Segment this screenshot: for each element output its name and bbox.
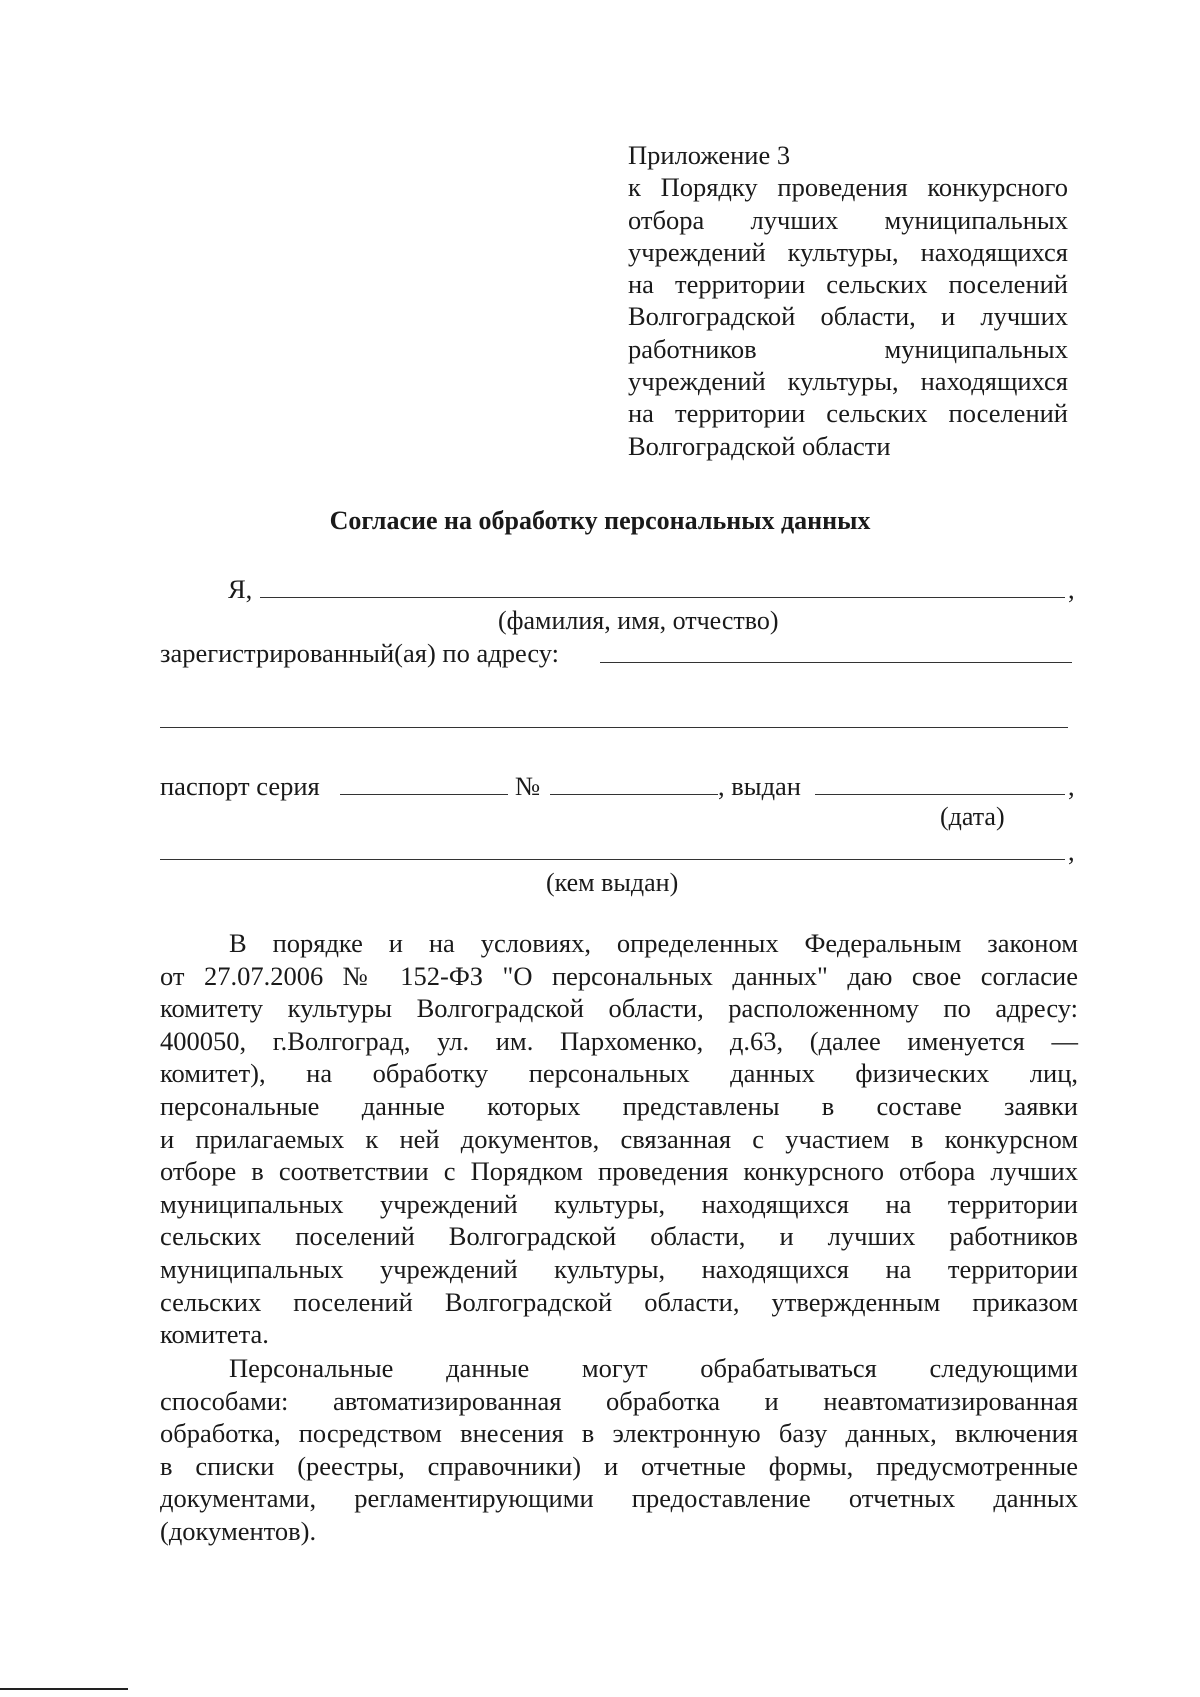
passport-number-field-line[interactable]: [550, 794, 718, 795]
passport-series-field-line[interactable]: [340, 794, 508, 795]
footnote-separator: [0, 1688, 128, 1690]
appendix-line: к Порядку проведения конкурсного: [628, 172, 1068, 203]
appendix-line: Волгоградской области, и лучших: [628, 301, 1068, 332]
paragraph-line: сельских поселений Волгоградской области, и лучших работников: [160, 1221, 1078, 1252]
appendix-line: на территории сельских поселений: [628, 269, 1068, 300]
appendix-line: отбора лучших муниципальных: [628, 204, 1068, 235]
paragraph-line: муниципальных учреждений культуры, находящихся на территории: [160, 1253, 1078, 1284]
issued-date-field-line[interactable]: [815, 794, 1065, 795]
paragraph-line: документами, регламентирующими предоставление отчетных данных: [160, 1483, 1078, 1514]
paragraph-line: от 27.07.2006 № 152-ФЗ "О персональных данных" даю свое согласие: [160, 960, 1078, 991]
passport-number-label: №: [515, 771, 541, 801]
paragraph-line: способами: автоматизированная обработка и неавтоматизированная: [160, 1385, 1078, 1416]
paragraph-line: муниципальных учреждений культуры, находящихся на территории: [160, 1188, 1078, 1219]
paragraph-line: В порядке и на условиях, определенных Федеральным законом: [229, 928, 1078, 958]
issuer-hint: (кем выдан): [546, 868, 679, 897]
paragraph-line: обработка, посредством внесения в электронную базу данных, включения: [160, 1418, 1078, 1449]
issued-label: , выдан: [718, 771, 801, 801]
name-trailing-comma: ,: [1068, 574, 1075, 604]
consent-paragraph-1: [160, 927, 1078, 1351]
paragraph-line: сельских поселений Волгоградской области, утвержденным приказом: [160, 1286, 1078, 1317]
appendix-block: [628, 139, 1068, 462]
name-label: Я,: [228, 574, 253, 604]
document-title: Согласие на обработку персональных данных: [329, 506, 871, 535]
passport-series-label: паспорт серия: [160, 771, 320, 801]
appendix-line: учреждений культуры, находящихся: [628, 366, 1068, 397]
name-hint: (фамилия, имя, отчество): [498, 606, 779, 635]
appendix-line: на территории сельских поселений: [628, 398, 1068, 429]
paragraph-line: комитета.: [160, 1319, 269, 1350]
appendix-line: работников муниципальных: [628, 333, 1068, 364]
paragraph-line: комитет), на обработку персональных данных физических лиц,: [160, 1058, 1078, 1089]
appendix-heading: Приложение 3: [628, 140, 791, 170]
address-field-line-2[interactable]: [160, 727, 1068, 728]
paragraph-line: (документов).: [160, 1515, 317, 1546]
paragraph-line: 400050, г.Волгоград, ул. им. Пархоменко, д.63, (далее именуется —: [160, 1025, 1078, 1056]
date-hint: (дата): [940, 802, 1005, 831]
paragraph-line: Персональные данные могут обрабатываться следующими: [229, 1353, 1078, 1383]
paragraph-line: отборе в соответствии с Порядком проведения конкурсного отбора лучших: [160, 1156, 1078, 1187]
paragraph-line: в списки (реестры, справочники) и отчетные формы, предусмотренные: [160, 1450, 1078, 1481]
address-field-line[interactable]: [600, 662, 1072, 663]
consent-paragraph-2: [160, 1352, 1078, 1548]
paragraph-line: комитету культуры Волгоградской области, расположенному по адресу:: [160, 993, 1078, 1024]
appendix-line: учреждений культуры, находящихся: [628, 236, 1068, 267]
issuer-field-line[interactable]: [160, 859, 1065, 860]
address-label: зарегистрированный(ая) по адресу:: [160, 638, 560, 668]
issuer-trailing-comma: ,: [1068, 836, 1075, 866]
name-field-line[interactable]: [260, 597, 1065, 598]
paragraph-line: персональные данные которых представлены в составе заявки: [160, 1090, 1078, 1121]
issued-trailing-comma: ,: [1068, 771, 1075, 801]
appendix-line: Волгоградской области: [628, 430, 891, 461]
paragraph-line: и прилагаемых к ней документов, связанная с участием в конкурсном: [160, 1123, 1078, 1154]
